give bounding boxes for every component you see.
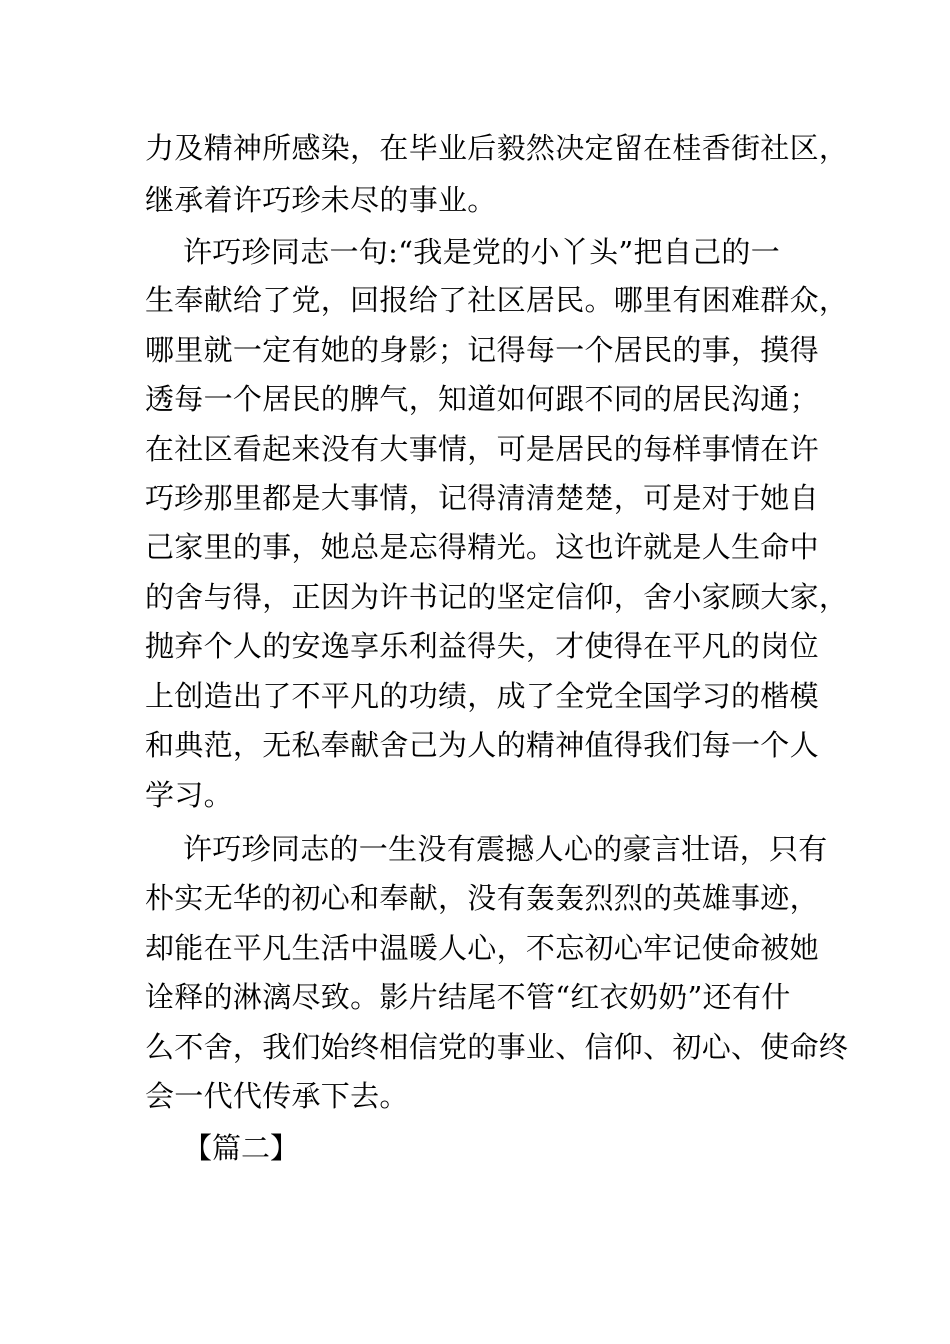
text-line: 抛弃个人的安逸享乐利益得失，才使得在平凡的岗位: [145, 629, 819, 663]
text-line: 巧珍那里都是大事情，记得清清楚楚，可是对于她自: [145, 481, 819, 515]
text-line: 哪里就一定有她的身影；记得每一个居民的事，摸得: [145, 333, 819, 367]
text-line: 诠释的淋漓尽致。影片结尾不管“红衣奶奶”还有什: [145, 980, 791, 1014]
text-line: 继承着许巧珍未尽的事业。: [145, 183, 497, 217]
text-line: 生奉献给了党，回报给了社区居民。哪里有困难群众，: [145, 283, 849, 317]
paragraph-start-line: 许巧珍同志一句:“我是党的小丫头”把自己的一: [183, 235, 781, 269]
text-line: 透每一个居民的脾气，知道如何跟不同的居民沟通；: [145, 382, 819, 416]
paragraph-start-line: 许巧珍同志的一生没有震撼人心的豪言壮语，只有: [183, 832, 828, 866]
text-line: 么不舍，我们始终相信党的事业、信仰、初心、使命终: [145, 1030, 849, 1064]
section-heading: 【篇二】: [183, 1131, 300, 1165]
text-line: 己家里的事，她总是忘得精光。这也许就是人生命中: [145, 530, 819, 564]
text-line: 在社区看起来没有大事情，可是居民的每样事情在许: [145, 432, 819, 466]
text-line: 却能在平凡生活中温暖人心，不忘初心牢记使命被她: [145, 931, 819, 965]
text-line: 力及精神所感染，在毕业后毅然决定留在桂香街社区，: [145, 131, 849, 165]
text-line: 和典范，无私奉献舍己为人的精神值得我们每一个人: [145, 728, 819, 762]
text-line: 上创造出了不平凡的功绩，成了全党全国学习的楷模: [145, 679, 819, 713]
text-line: 会一代代传承下去。: [145, 1079, 409, 1113]
text-line: 朴实无华的初心和奉献，没有轰轰烈烈的英雄事迹，: [145, 881, 819, 915]
text-line: 的舍与得，正因为许书记的坚定信仰，舍小家顾大家，: [145, 580, 849, 614]
text-line: 学习。: [145, 778, 233, 812]
